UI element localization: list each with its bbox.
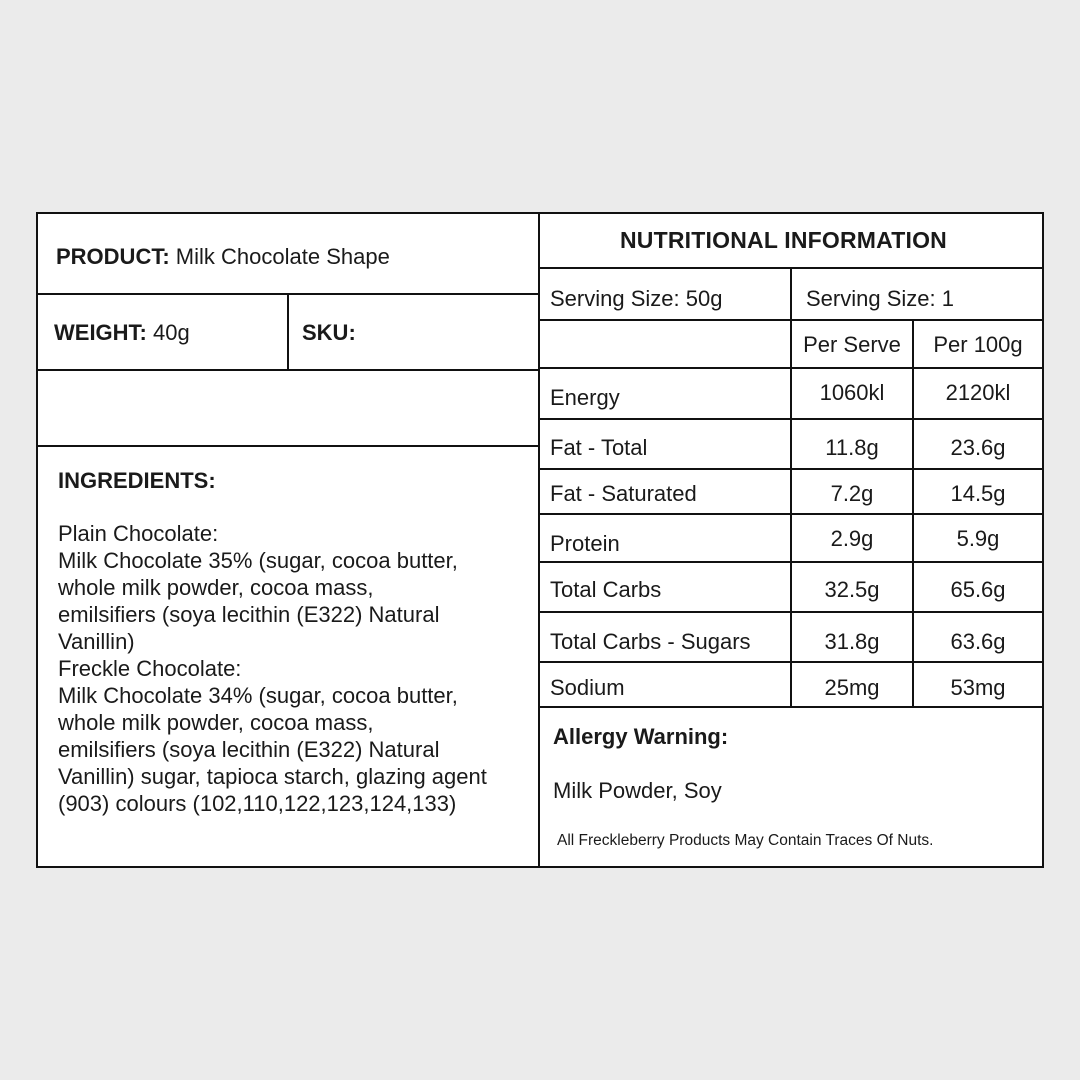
nutrient-per-100g: 23.6g	[950, 435, 1006, 460]
divider	[38, 445, 538, 447]
nutrient-per-serve: 31.8g	[824, 629, 880, 654]
nutrient-per-serve: 32.5g	[824, 577, 880, 602]
nutrition-title: NUTRITIONAL INFORMATION	[620, 227, 947, 253]
nutrient-per-100g: 65.6g	[950, 577, 1006, 602]
serving-size: Serving Size: 50g	[550, 286, 723, 311]
nutrient-per-100g: 63.6g	[950, 629, 1006, 654]
col-header-per-100g: Per 100g	[933, 332, 1023, 357]
weight-line	[54, 320, 190, 346]
allergy-value: Milk Powder, Soy	[553, 778, 722, 803]
nutrient-per-100g: 14.5g	[950, 481, 1006, 506]
divider	[540, 418, 1042, 420]
divider	[540, 661, 1042, 663]
nutrient-name: Fat - Saturated	[550, 481, 697, 506]
sku-label: SKU:	[302, 320, 356, 345]
nutrient-name: Protein	[550, 531, 620, 556]
ingredient-line: Vanillin) sugar, tapioca starch, glazing agent	[58, 764, 487, 789]
nutrient-per-serve: 2.9g	[830, 526, 874, 551]
nutrient-per-serve: 7.2g	[830, 481, 874, 506]
nutrient-per-100g: 2120kl	[945, 380, 1011, 405]
ingredient-line: whole milk powder, cocoa mass,	[58, 575, 374, 600]
divider	[540, 468, 1042, 470]
nutrient-per-100g: 53mg	[950, 675, 1006, 700]
divider	[287, 293, 289, 369]
product-label: PRODUCT:	[56, 244, 170, 269]
nutrient-per-serve: 25mg	[824, 675, 880, 700]
divider	[540, 706, 1042, 708]
ingredient-line: Plain Chocolate:	[58, 521, 219, 546]
ingredient-line: (903) colours (102,110,122,123,124,133)	[58, 791, 457, 816]
ingredient-line: emilsifiers (soya lecithin (E322) Natural	[58, 602, 440, 627]
weight-label: WEIGHT:	[54, 320, 147, 345]
ingredient-line: Vanillin)	[58, 629, 135, 654]
divider	[540, 611, 1042, 613]
col-header-per-serve: Per Serve	[803, 332, 901, 357]
allergy-label: Allergy Warning:	[553, 724, 729, 749]
nutrient-name: Total Carbs	[550, 577, 662, 602]
nutrient-name: Fat - Total	[550, 435, 648, 460]
weight-value: 40g	[153, 320, 190, 345]
ingredient-line: Milk Chocolate 35% (sugar, cocoa butter,	[58, 548, 458, 573]
servings-per-pack: Serving Size: 1	[806, 286, 954, 311]
nutrient-per-serve: 11.8g	[825, 435, 879, 460]
divider	[540, 367, 1042, 369]
ingredients-text	[58, 520, 544, 817]
sku-line	[302, 320, 356, 346]
nutrient-per-serve: 1060kl	[819, 380, 885, 405]
ingredient-line: Milk Chocolate 34% (sugar, cocoa butter,	[58, 683, 458, 708]
divider	[540, 561, 1042, 563]
ingredients-label: INGREDIENTS:	[58, 468, 216, 493]
nutrient-name: Sodium	[550, 675, 625, 700]
ingredient-line: whole milk powder, cocoa mass,	[58, 710, 374, 735]
product-line	[56, 244, 390, 270]
divider	[540, 513, 1042, 515]
product-value: Milk Chocolate Shape	[175, 244, 390, 269]
ingredient-line: Freckle Chocolate:	[58, 656, 242, 681]
ingredient-line: emilsifiers (soya lecithin (E322) Natural	[58, 737, 440, 762]
nutrition-label	[36, 212, 1044, 868]
nutrient-name: Total Carbs - Sugars	[550, 629, 751, 654]
divider	[38, 369, 538, 371]
allergy-note: All Freckleberry Products May Contain Traces Of Nuts.	[557, 832, 934, 849]
nutrient-name: Energy	[550, 385, 620, 410]
nutrient-per-100g: 5.9g	[956, 526, 1000, 551]
